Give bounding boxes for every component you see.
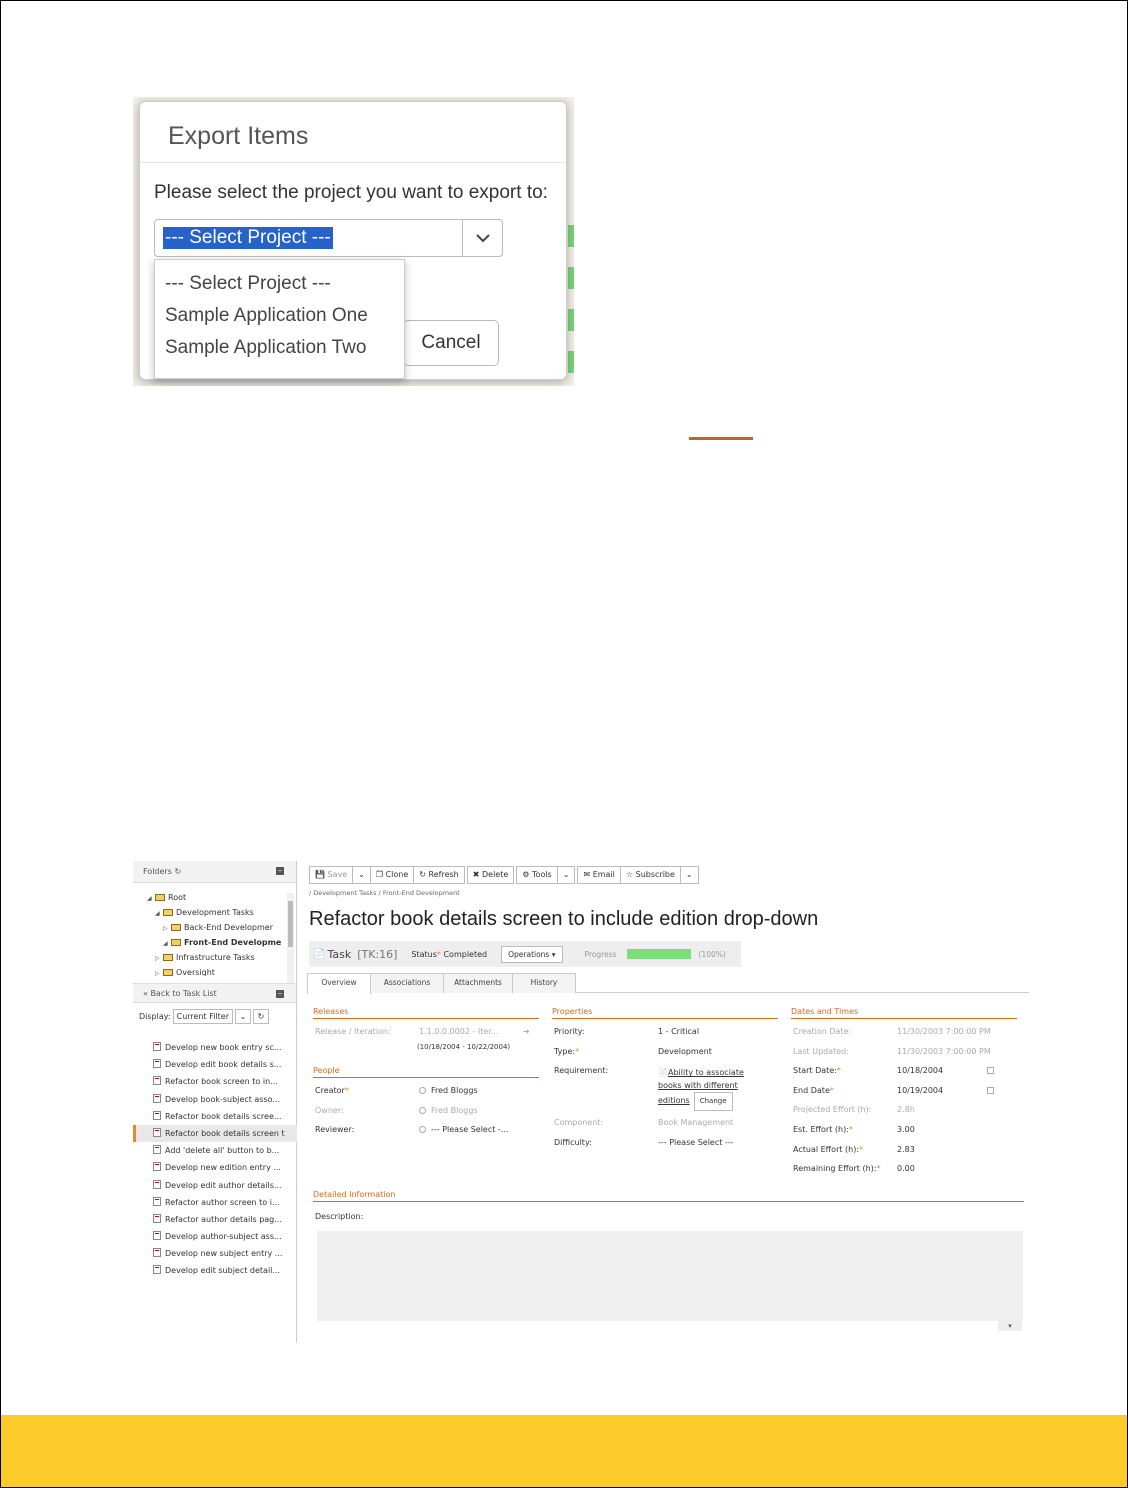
projected-effort-label: Projected Effort (h): xyxy=(793,1105,872,1115)
properties-header: Properties xyxy=(552,1007,778,1019)
releases-section xyxy=(313,1007,539,1057)
tree-node-label: Root xyxy=(168,893,187,902)
task-details-screenshot xyxy=(133,861,1029,1343)
progress-bar-fill xyxy=(627,949,691,959)
task-list-item-label: Develop new subject entry ... xyxy=(165,1249,283,1259)
tree-scrollbar[interactable] xyxy=(287,893,294,983)
difficulty-label: Difficulty: xyxy=(554,1137,592,1147)
est-effort-value[interactable]: 3.00 xyxy=(897,1124,915,1134)
tab-history[interactable]: History xyxy=(512,973,576,993)
left-panel xyxy=(133,861,297,1343)
chevron-down-icon[interactable] xyxy=(462,220,502,256)
requirement-value xyxy=(658,1066,744,1111)
project-dropdown-list xyxy=(154,259,405,379)
background-progress-bar xyxy=(568,351,574,373)
chevron-down-icon[interactable]: ▾ xyxy=(998,1321,1022,1331)
refresh-button[interactable]: ↻ Refresh xyxy=(413,866,464,884)
reviewer-label: Reviewer: xyxy=(315,1125,355,1135)
task-list-item-label: Refactor book screen to in... xyxy=(165,1077,278,1087)
tab-strip xyxy=(307,973,1029,993)
task-list-item-label: Add 'delete all' button to b... xyxy=(165,1146,280,1156)
creation-date-value: 11/30/2003 7:00:00 PM xyxy=(897,1027,991,1036)
releases-header: Releases xyxy=(313,1007,539,1019)
refresh-label: Refresh xyxy=(428,870,459,879)
task-list-item-label: Develop edit author details... xyxy=(165,1180,282,1190)
tab-associations[interactable]: Associations xyxy=(370,973,444,993)
tree-node[interactable] xyxy=(133,923,296,938)
collapse-icon[interactable]: – xyxy=(278,866,282,875)
est-effort-label xyxy=(793,1125,853,1134)
detail-header: Detailed Information xyxy=(313,1190,1024,1202)
project-option[interactable]: --- Select Project --- xyxy=(165,273,331,294)
component-label: Component: xyxy=(554,1118,604,1128)
required-marker: * xyxy=(836,1066,841,1076)
task-list xyxy=(133,1039,296,1280)
task-list-item[interactable] xyxy=(133,1211,289,1228)
folder-icon xyxy=(155,894,165,901)
background-progress-bar xyxy=(568,225,574,247)
task-icon xyxy=(153,1197,161,1206)
clone-button[interactable]: ❐ Clone xyxy=(370,866,414,884)
modal-title: Export Items xyxy=(168,122,309,150)
requirement-icon: 📄 xyxy=(658,1068,668,1078)
required-marker: * xyxy=(829,1085,834,1095)
save-dropdown-button[interactable]: ⌄ xyxy=(352,866,371,884)
task-list-item[interactable] xyxy=(133,1177,289,1194)
delete-button[interactable]: ✖ Delete xyxy=(467,866,515,884)
requirement-label: Requirement: xyxy=(554,1066,609,1076)
last-updated-label: Last Updated: xyxy=(793,1046,849,1056)
reviewer-name: --- Please Select -... xyxy=(431,1125,509,1135)
people-section xyxy=(313,1066,539,1145)
task-list-item-label: Refactor book details scree... xyxy=(165,1111,282,1121)
task-icon xyxy=(153,1214,161,1223)
description-editor[interactable] xyxy=(317,1231,1023,1321)
progress-percent: (100%) xyxy=(698,949,726,959)
expand-icon[interactable]: ◢ xyxy=(163,940,168,947)
tools-button[interactable]: ⚙ Tools xyxy=(516,866,557,884)
task-list-item[interactable] xyxy=(133,1228,289,1245)
accent-divider xyxy=(689,437,753,440)
modal-divider xyxy=(140,162,566,163)
task-icon xyxy=(153,1231,161,1240)
owner-name: Fred Bloggs xyxy=(431,1105,478,1115)
project-option[interactable]: Sample Application Two xyxy=(165,337,367,358)
start-date-label-text: Start Date: xyxy=(793,1066,837,1076)
calendar-icon[interactable] xyxy=(987,1067,994,1074)
task-icon xyxy=(153,1094,161,1103)
user-icon xyxy=(419,1087,426,1094)
footer-band xyxy=(1,1415,1127,1487)
task-detail-panel xyxy=(303,861,1029,1343)
folders-header xyxy=(133,861,296,883)
tree-node-label: Infrastructure Tasks xyxy=(176,953,255,962)
tab-overview[interactable]: Overview xyxy=(307,973,371,994)
creator-value[interactable] xyxy=(419,1086,478,1095)
task-list-item-label: Develop new book entry sc... xyxy=(165,1043,282,1052)
task-list-item-label: Develop book-subject asso... xyxy=(165,1094,281,1104)
type-label-text: Type: xyxy=(554,1046,576,1056)
difficulty-value[interactable]: --- Please Select --- xyxy=(658,1137,734,1147)
page-title: Refactor book details screen to include edition drop-down xyxy=(309,908,819,930)
task-list-item-selected[interactable] xyxy=(133,1125,297,1142)
tree-node[interactable] xyxy=(133,908,296,923)
collapse-icon[interactable]: – xyxy=(278,989,282,998)
change-button[interactable]: Change xyxy=(694,1092,733,1111)
save-button[interactable]: 💾 Save xyxy=(309,866,353,884)
folder-open-icon xyxy=(171,939,181,946)
tree-node-label: Development Tasks xyxy=(176,908,254,917)
priority-value[interactable]: 1 - Critical xyxy=(658,1027,700,1036)
release-value[interactable]: 1.1.0.0.0002 - Iter... xyxy=(419,1027,499,1036)
project-option[interactable]: Sample Application One xyxy=(165,305,368,326)
tree-node[interactable] xyxy=(133,953,296,968)
task-list-item[interactable] xyxy=(133,1262,289,1279)
folders-label: Folders xyxy=(143,867,172,876)
toolbar xyxy=(309,866,698,884)
tree-node[interactable] xyxy=(133,893,296,908)
task-list-item-label: Refactor author screen to i... xyxy=(165,1197,280,1207)
task-list-item[interactable] xyxy=(133,1245,289,1262)
artifact-id: [TK:16] xyxy=(357,947,398,961)
remaining-effort-label xyxy=(793,1164,880,1173)
end-date-value[interactable]: 10/19/2004 xyxy=(897,1085,944,1095)
task-list-item-label: Develop edit book details s... xyxy=(165,1060,282,1070)
project-select[interactable] xyxy=(154,219,503,257)
task-icon xyxy=(153,1265,161,1274)
subscribe-button[interactable]: ☆ Subscribe xyxy=(620,866,681,884)
tools-dropdown-button[interactable]: ⌄ xyxy=(557,866,576,884)
expand-icon[interactable]: ▷ xyxy=(155,970,160,976)
task-list-item-label: Refactor author details pag... xyxy=(165,1214,282,1224)
actual-effort-label xyxy=(793,1145,863,1154)
requirement-link[interactable]: editions xyxy=(658,1096,690,1106)
actual-effort-label-text: Actual Effort (h): xyxy=(793,1144,860,1154)
required-marker: * xyxy=(436,949,441,959)
progress-bar xyxy=(627,949,691,959)
component-value[interactable]: Book Management xyxy=(658,1118,734,1128)
requirement-link[interactable]: Ability to associate xyxy=(667,1068,744,1078)
task-icon: 📄 xyxy=(313,948,326,960)
task-icon xyxy=(153,1180,161,1189)
actual-effort-value[interactable]: 2.83 xyxy=(897,1144,915,1154)
email-button[interactable]: ✉ Email xyxy=(577,866,620,884)
task-icon xyxy=(153,1162,161,1171)
email-label: Email xyxy=(592,870,615,879)
operations-button[interactable]: Operations ▾ xyxy=(501,946,562,963)
refresh-icon[interactable]: ↻ xyxy=(174,867,182,876)
tree-node-label: Oversight xyxy=(176,968,215,976)
artifact-type: Task xyxy=(327,947,352,961)
folder-tree xyxy=(133,883,296,983)
breadcrumb[interactable]: / Development Tasks / Front-End Development xyxy=(309,889,460,897)
progress-label: Progress xyxy=(584,949,617,959)
user-icon xyxy=(419,1107,426,1114)
remaining-effort-value[interactable]: 0.00 xyxy=(897,1164,915,1174)
creator-label-text: Creator xyxy=(315,1086,345,1095)
export-items-modal xyxy=(139,101,567,380)
folder-icon xyxy=(163,909,173,916)
expand-icon[interactable]: ◢ xyxy=(155,910,160,917)
folder-icon xyxy=(171,924,181,931)
display-label: Display: xyxy=(139,1011,171,1021)
description-label: Description: xyxy=(315,1212,364,1221)
required-marker: * xyxy=(575,1046,580,1056)
task-list-item[interactable] xyxy=(133,1091,289,1108)
task-icon xyxy=(153,1042,161,1051)
type-value[interactable]: Development xyxy=(658,1046,712,1056)
start-date-label xyxy=(793,1066,841,1075)
owner-value[interactable] xyxy=(419,1106,478,1115)
arrow-right-icon[interactable]: ➜ xyxy=(523,1027,530,1036)
release-dates: (10/18/2004 - 10/22/2004) xyxy=(417,1043,511,1051)
tree-node[interactable] xyxy=(133,968,296,976)
people-header: People xyxy=(313,1066,539,1078)
required-marker: * xyxy=(876,1164,881,1174)
task-icon xyxy=(153,1128,161,1137)
subscribe-dropdown-button[interactable]: ⌄ xyxy=(680,866,699,884)
task-list-item-label: Develop new edition entry ... xyxy=(165,1163,281,1173)
task-icon xyxy=(153,1059,161,1068)
task-list-item-label: Develop edit subject detail... xyxy=(165,1266,281,1276)
status-value: Completed xyxy=(443,949,488,959)
expand-icon[interactable]: ◢ xyxy=(147,895,152,902)
tree-node-label: Back-End Developmer xyxy=(184,923,273,932)
required-marker: * xyxy=(859,1144,864,1154)
cancel-button[interactable]: Cancel xyxy=(403,320,499,366)
task-list-item[interactable] xyxy=(133,1039,289,1056)
calendar-icon[interactable] xyxy=(987,1087,994,1094)
end-date-label-text: End Date xyxy=(793,1085,830,1095)
priority-label: Priority: xyxy=(554,1027,585,1036)
clone-label: Clone xyxy=(385,870,409,879)
type-label xyxy=(554,1047,579,1056)
task-list-item[interactable] xyxy=(133,1108,289,1125)
subscribe-label: Subscribe xyxy=(635,870,675,879)
dates-section xyxy=(791,1007,1017,1184)
tab-attachments[interactable]: Attachments xyxy=(443,973,513,993)
task-list-item[interactable] xyxy=(133,1159,289,1176)
task-icon xyxy=(153,1076,161,1085)
requirement-link[interactable]: books with different xyxy=(658,1081,738,1091)
task-list-item[interactable] xyxy=(133,1073,289,1090)
reviewer-value[interactable] xyxy=(419,1125,508,1134)
end-date-label xyxy=(793,1086,834,1095)
artifact-info-bar xyxy=(309,941,741,967)
scrollbar-thumb[interactable] xyxy=(288,901,293,947)
delete-label: Delete xyxy=(482,870,509,879)
tree-node-label: Front-End Developme xyxy=(184,938,282,947)
task-icon xyxy=(153,1111,161,1120)
save-label: Save xyxy=(327,870,348,879)
required-marker: * xyxy=(344,1086,349,1095)
task-list-item[interactable] xyxy=(133,1056,289,1073)
task-list-item-label: Develop author-subject ass... xyxy=(165,1232,282,1242)
start-date-value[interactable]: 10/18/2004 xyxy=(897,1066,944,1076)
remaining-effort-label-text: Remaining Effort (h): xyxy=(793,1164,877,1174)
dates-header: Dates and Times xyxy=(791,1007,1017,1019)
owner-label: Owner: xyxy=(315,1105,344,1115)
expand-icon[interactable]: ▷ xyxy=(155,955,160,962)
task-list-item-label: Refactor book details screen t xyxy=(165,1128,285,1138)
task-list-item[interactable] xyxy=(133,1142,289,1159)
properties-section xyxy=(552,1007,778,1157)
back-to-list-bar xyxy=(133,983,296,1003)
display-filter-row xyxy=(133,1003,296,1025)
chevron-down-icon[interactable]: ⌄ xyxy=(235,1009,251,1024)
task-icon xyxy=(153,1248,161,1257)
folder-icon xyxy=(163,954,173,961)
project-select-value: --- Select Project --- xyxy=(165,227,331,248)
tools-label: Tools xyxy=(532,870,552,879)
back-to-task-list-link[interactable]: « Back to Task List xyxy=(143,989,217,998)
detail-section xyxy=(313,1190,1024,1221)
refresh-icon[interactable]: ↻ xyxy=(253,1009,269,1024)
creation-date-label: Creation Date: xyxy=(793,1027,852,1036)
background-progress-bar xyxy=(568,267,574,289)
creator-name: Fred Bloggs xyxy=(431,1086,478,1095)
release-label: Release / Iteration: xyxy=(315,1027,391,1036)
required-marker: * xyxy=(848,1124,853,1134)
export-dialog-screenshot xyxy=(133,97,574,386)
modal-prompt: Please select the project you want to export to: xyxy=(154,182,548,203)
projected-effort-value: 2.8h xyxy=(897,1105,915,1115)
creator-label xyxy=(315,1086,349,1095)
expand-icon[interactable]: ▷ xyxy=(163,925,168,932)
last-updated-value: 11/30/2003 7:00:00 PM xyxy=(897,1046,991,1056)
display-filter-select[interactable]: Current Filter xyxy=(173,1009,233,1024)
status-label: Status xyxy=(411,949,437,959)
background-progress-bar xyxy=(568,309,574,331)
user-icon xyxy=(419,1126,426,1133)
task-list-item[interactable] xyxy=(133,1194,289,1211)
folder-icon xyxy=(163,969,173,976)
est-effort-label-text: Est. Effort (h): xyxy=(793,1124,849,1134)
task-icon xyxy=(153,1145,161,1154)
tree-node-selected[interactable] xyxy=(133,938,296,953)
